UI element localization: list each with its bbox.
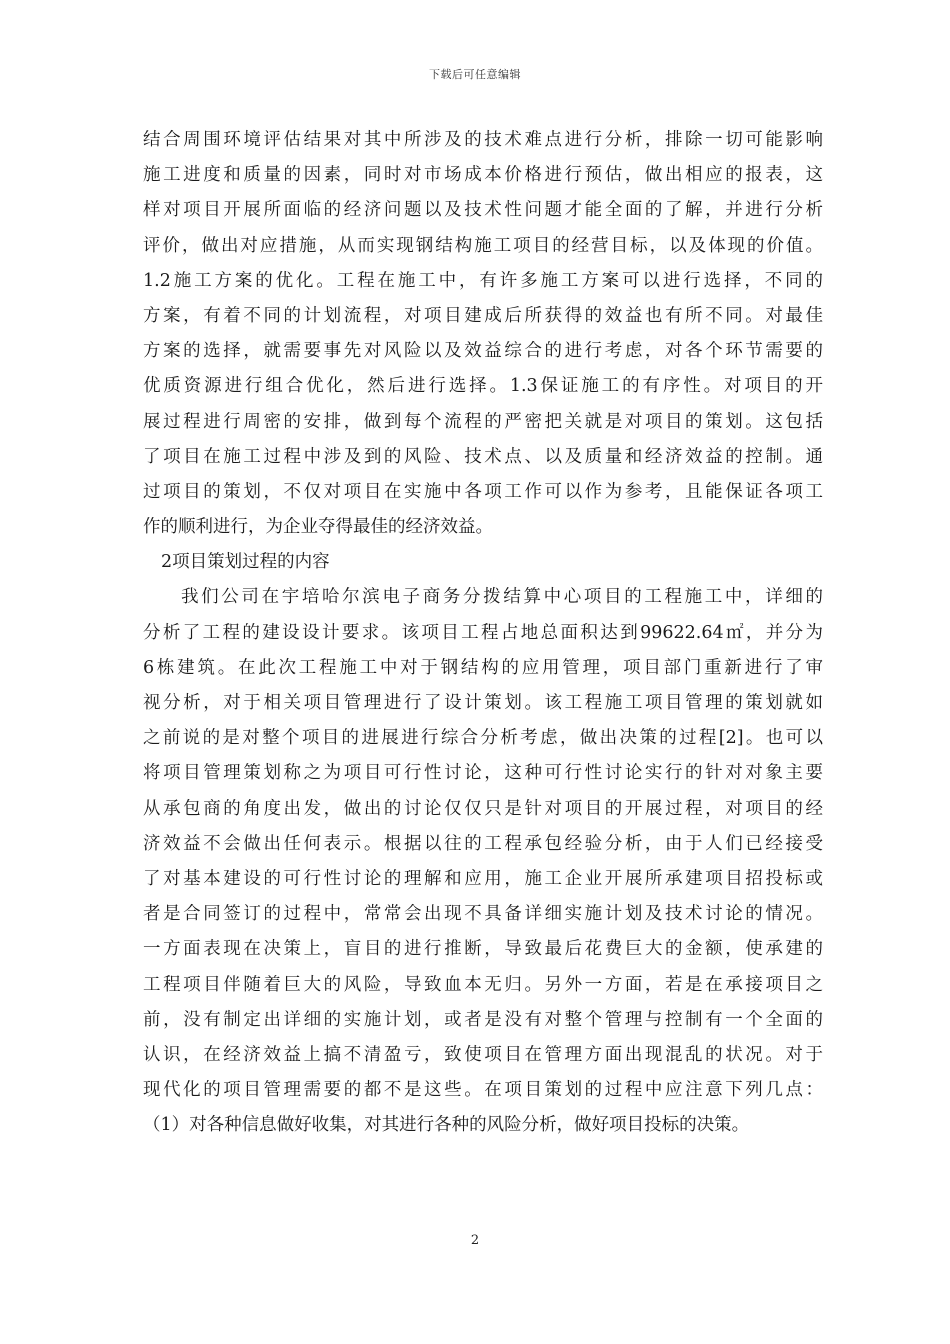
text-line: 过项目的策划，不仅对项目在实施中各项工作可以作为参考，且能保证各项工 [143, 481, 823, 502]
text-line: 视分析，对于相关项目管理进行了设计策划。该工程施工项目管理的策划就如 [143, 693, 823, 713]
page-number: 2 [470, 1233, 480, 1248]
text-line: 将项目管理策划称之为项目可行性讨论，这种可行性讨论实行的针对对象主要 [143, 763, 823, 784]
text-line: （1）对各种信息做好收集，对其进行各种的风险分析，做好项目投标的决策。 [143, 1115, 750, 1136]
text-line: 我们公司在宇培哈尔滨电子商务分拨结算中心项目的工程施工中，详细的 [181, 587, 823, 608]
text-line: 样对项目开展所面临的经济问题以及技术性问题才能全面的了解，并进行分析 [143, 200, 823, 221]
text-line: 分析了工程的建设设计要求。该项目工程占地总面积达到99622.64㎡，并分为 [143, 622, 823, 643]
text-line: 作的顺利进行，为企业夺得最佳的经济效益。 [143, 517, 493, 538]
body-text [143, 123, 823, 1143]
text-line: 结合周围环境评估结果对其中所涉及的技术难点进行分析，排除一切可能影响 [143, 130, 823, 150]
section-heading: 2项目策划过程的内容 [161, 552, 330, 573]
text-line: 工程项目伴随着巨大的风险，导致血本无归。另外一方面，若是在承接项目之 [143, 974, 823, 995]
text-line: 方案，有着不同的计划流程，对项目建成后所获得的效益也有所不同。对最佳 [143, 305, 823, 326]
text-line: 6栋建筑。在此次工程施工中对于钢结构的应用管理，项目部门重新进行了审 [143, 657, 823, 678]
text-line: 优质资源进行组合优化，然后进行选择。1.3保证施工的有序性。对项目的开 [143, 376, 823, 397]
text-line: 评价，做出对应措施，从而实现钢结构施工项目的经营目标，以及体现的价值。 [143, 235, 823, 256]
text-line: 前，没有制定出详细的实施计划，或者是没有对整个管理与控制有一个全面的 [143, 1009, 823, 1030]
text-line: 施工进度和质量的因素，同时对市场成本价格进行预估，做出相应的报表，这 [143, 165, 823, 186]
page-header: 下载后可任意编辑 [429, 68, 521, 81]
text-line: 从承包商的角度出发，做出的讨论仅仅只是针对项目的开展过程，对项目的经 [143, 798, 823, 819]
text-line: 认识，在经济效益上搞不清盈亏，致使项目在管理方面出现混乱的状况。对于 [143, 1044, 823, 1065]
text-line: 济效益不会做出任何表示。根据以往的工程承包经验分析，由于人们已经接受 [143, 833, 823, 854]
text-line: 展过程进行周密的安排，做到每个流程的严密把关就是对项目的策划。这包括 [143, 411, 823, 432]
text-line: 方案的选择，就需要事先对风险以及效益综合的进行考虑，对各个环节需要的 [143, 341, 823, 362]
text-line: 一方面表现在决策上，盲目的进行推断，导致最后花费巨大的金额，使承建的 [143, 939, 823, 960]
text-line: 者是合同签订的过程中，常常会出现不具备详细实施计划及技术讨论的情况。 [143, 904, 823, 925]
text-line: 了对基本建设的可行性讨论的理解和应用，施工企业开展所承建项目招投标或 [143, 868, 823, 889]
text-line: 1.2施工方案的优化。工程在施工中，有许多施工方案可以进行选择，不同的 [143, 270, 823, 291]
text-line: 之前说的是对整个项目的进展进行综合分析考虑，做出决策的过程[2]。也可以 [143, 728, 823, 749]
text-line: 了项目在施工过程中涉及到的风险、技术点、以及质量和经济效益的控制。通 [143, 446, 823, 467]
text-line: 现代化的项目管理需要的都不是这些。在项目策划的过程中应注意下列几点： [143, 1080, 823, 1101]
